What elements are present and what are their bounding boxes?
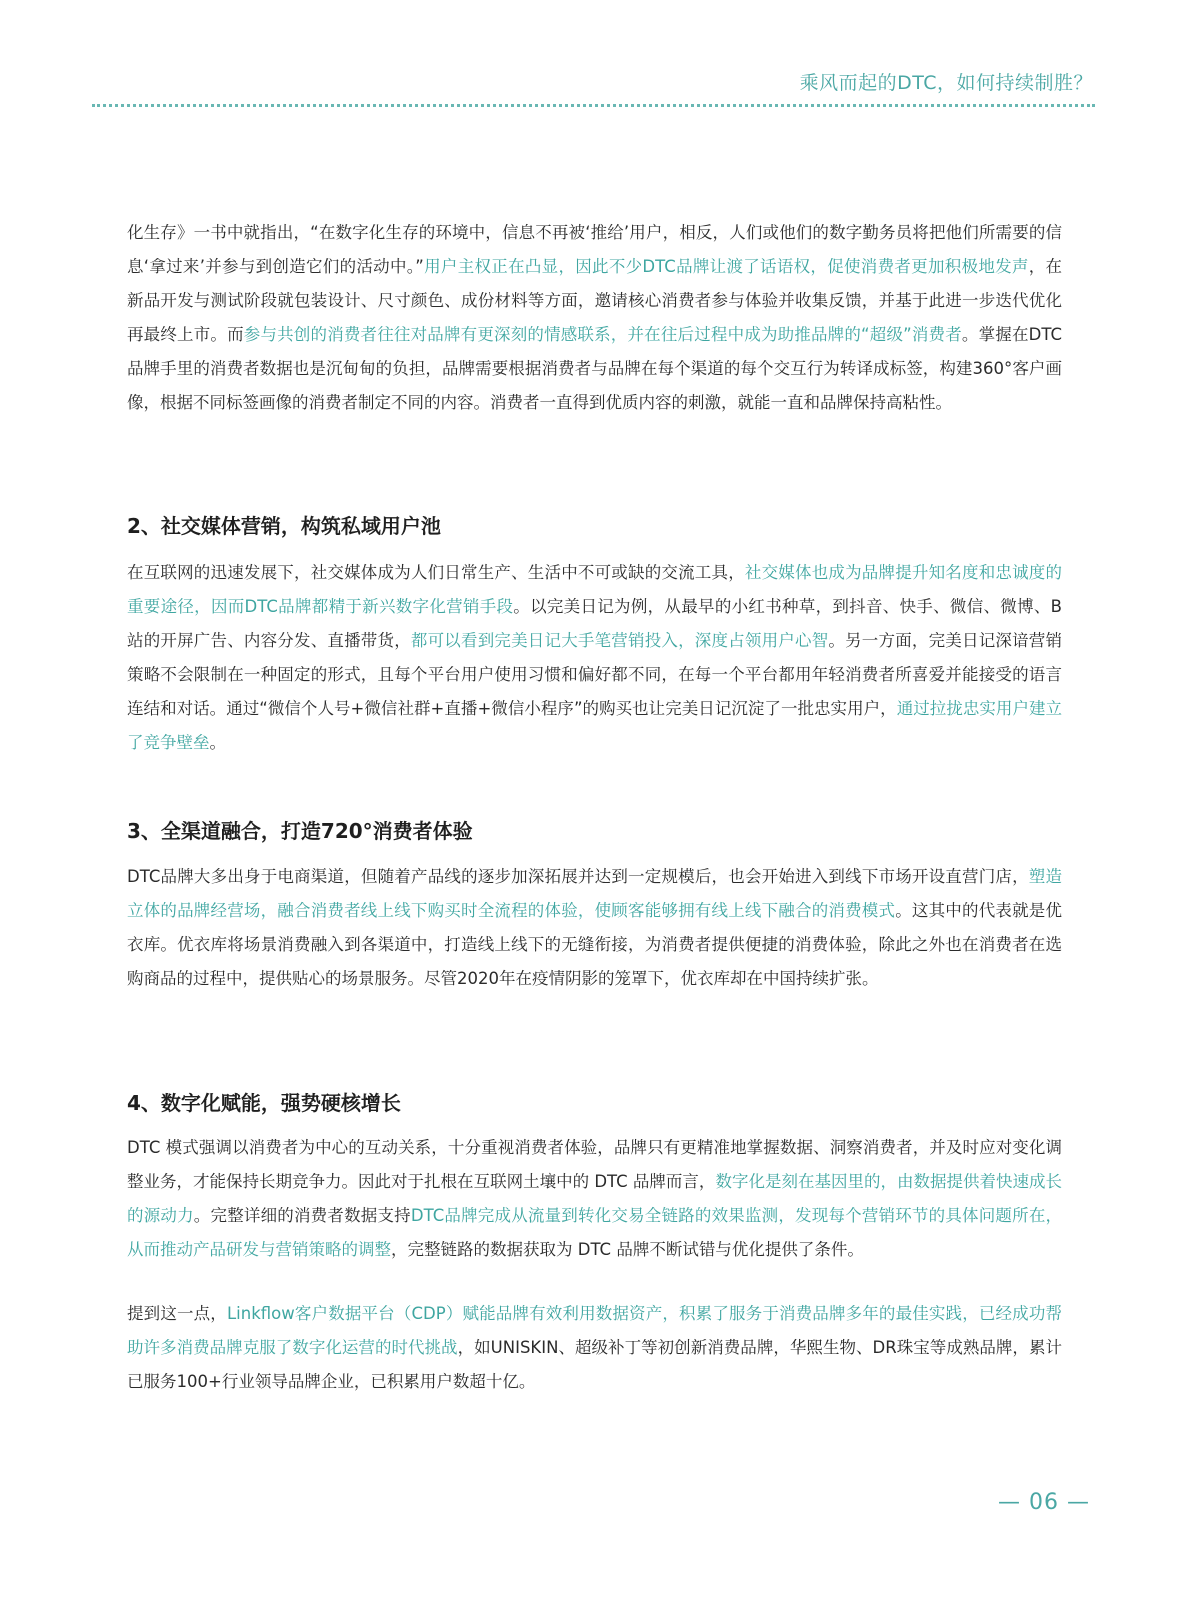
- body-text: 化生存》一书中就指出，“在数字化生存的环境中，信息不再被‘推给’用户，相反，人们或他们的数字勤务员将把他们所需要的信息‘拿过来’并参与到创造它们的活动中。”: [127, 223, 1062, 276]
- section-2-heading: 2、社交媒体营销，构筑私域用户池: [127, 514, 441, 538]
- body-text: 。掌握在DTC品牌手里的消费者数据也是沉甸甸的负担，品牌需要根据消费者与品牌在每个渠道的每个交互行为转译成标签，构建360°客户画像，根据不同标签画像的消费者制定不同的内容。消费者一直得到优质内容的刺激，就能一直和品牌保持高粘性。: [127, 325, 1062, 412]
- section-3-body: [127, 860, 1062, 996]
- body-text: 。完整详细的消费者数据支持: [193, 1206, 411, 1225]
- dotted-divider: [92, 104, 1095, 107]
- section-3-heading: 3、全渠道融合，打造720°消费者体验: [127, 819, 473, 843]
- body-text: ，在新品开发与测试阶段就包装设计、尺寸颜色、成份材料等方面，邀请核心消费者参与体验并收集反馈，并基于此进一步迭代优化再最终上市。而: [127, 257, 1062, 344]
- header-title: 乘风而起的DTC，如何持续制胜？: [799, 72, 1093, 94]
- highlighted-text: 数字化是刻在基因里的，由数据提供着快速成长的源动力: [127, 1172, 1063, 1225]
- body-text: 在互联网的迅速发展下，社交媒体成为人们日常生产、生活中不可或缺的交流工具，: [127, 563, 745, 582]
- intro-paragraph: [127, 216, 1062, 420]
- section-2-paragraph: [127, 556, 1062, 760]
- highlighted-text: 用户主权正在凸显，因此不少DTC品牌让渡了话语权，促使消费者更加积极地发声: [423, 257, 1029, 276]
- body-text: 。这其中的代表就是优衣库。优衣库将场景消费融入到各渠道中，打造线上线下的无缝衔接，为消费者提供便捷的消费体验，除此之外也在消费者在选购商品的过程中，提供贴心的场景服务。尽管2020年在疫情阴影的笼罩下，优衣库却在中国持续扩张。: [127, 901, 1063, 988]
- highlighted-text: 都可以看到完美日记大手笔营销投入，深度占领用户心智: [410, 631, 829, 650]
- highlighted-text: Linkflow客户数据平台（CDP）赋能品牌有效利用数据资产，积累了服务于消费品牌多年的最佳实践，已经成功帮助许多消费品牌克服了数字化运营的时代挑战: [127, 1304, 1063, 1357]
- body-text: ，完整链路的数据获取为 DTC 品牌不断试错与优化提供了条件。: [391, 1240, 864, 1259]
- highlighted-text: 通过拉拢忠实用户建立了竞争壁垒: [127, 699, 1063, 752]
- highlighted-text: 社交媒体也成为品牌提升知名度和忠诚度的重要途径，因而DTC品牌都精于新兴数字化营销手段: [127, 563, 1063, 616]
- section-4-paragraph-2: [127, 1297, 1062, 1399]
- section-4-body: [127, 1131, 1062, 1399]
- body-text: 。另一方面，完美日记深谙营销策略不会限制在一种固定的形式，且每个平台用户使用习惯和偏好都不同，在每一个平台都用年轻消费者所喜爱并能接受的语言连结和对话。通过“微信个人号+微信社群+直播+微信小程序”的购买也让完美日记沉淀了一批忠实用户，: [127, 631, 1063, 718]
- section-3-paragraph: [127, 860, 1062, 996]
- intro-section: [127, 216, 1062, 420]
- highlighted-text: 参与共创的消费者往往对品牌有更深刻的情感联系，并在往后过程中成为助推品牌的“超级”消费者: [243, 325, 962, 344]
- body-text: DTC 模式强调以消费者为中心的互动关系，十分重视消费者体验，品牌只有更精准地掌握数据、洞察消费者，并及时应对变化调整业务，才能保持长期竞争力。因此对于扎根在互联网土壤中的 DTC 品牌而言，: [127, 1138, 1062, 1191]
- highlighted-text: 塑造立体的品牌经营场，融合消费者线上线下购买时全流程的体验，使顾客能够拥有线上线下融合的消费模式: [127, 867, 1062, 920]
- body-text: 。: [209, 733, 226, 752]
- highlighted-text: DTC品牌完成从流量到转化交易全链路的效果监测，发现每个营销环节的具体问题所在，从而推动产品研发与营销策略的调整: [127, 1206, 1063, 1259]
- body-text: 提到这一点，: [127, 1304, 227, 1323]
- section-4-heading: 4、数字化赋能，强势硬核增长: [127, 1091, 401, 1115]
- page-number: — 06 —: [998, 1490, 1090, 1515]
- section-2-body: [127, 556, 1062, 760]
- body-text: ，如UNISKIN、超级补丁等初创新消费品牌，华熙生物、DR珠宝等成熟品牌，累计已服务100+行业领导品牌企业，已积累用户数超十亿。: [127, 1338, 1062, 1391]
- body-text: 。以完美日记为例，从最早的小红书种草，到抖音、快手、微信、微博、B站的开屏广告、内容分发、直播带货，: [127, 597, 1062, 650]
- body-text: DTC品牌大多出身于电商渠道，但随着产品线的逐步加深拓展并达到一定规模后，也会开始进入到线下市场开设直营门店，: [127, 867, 1029, 886]
- section-4-paragraph-1: [127, 1131, 1062, 1267]
